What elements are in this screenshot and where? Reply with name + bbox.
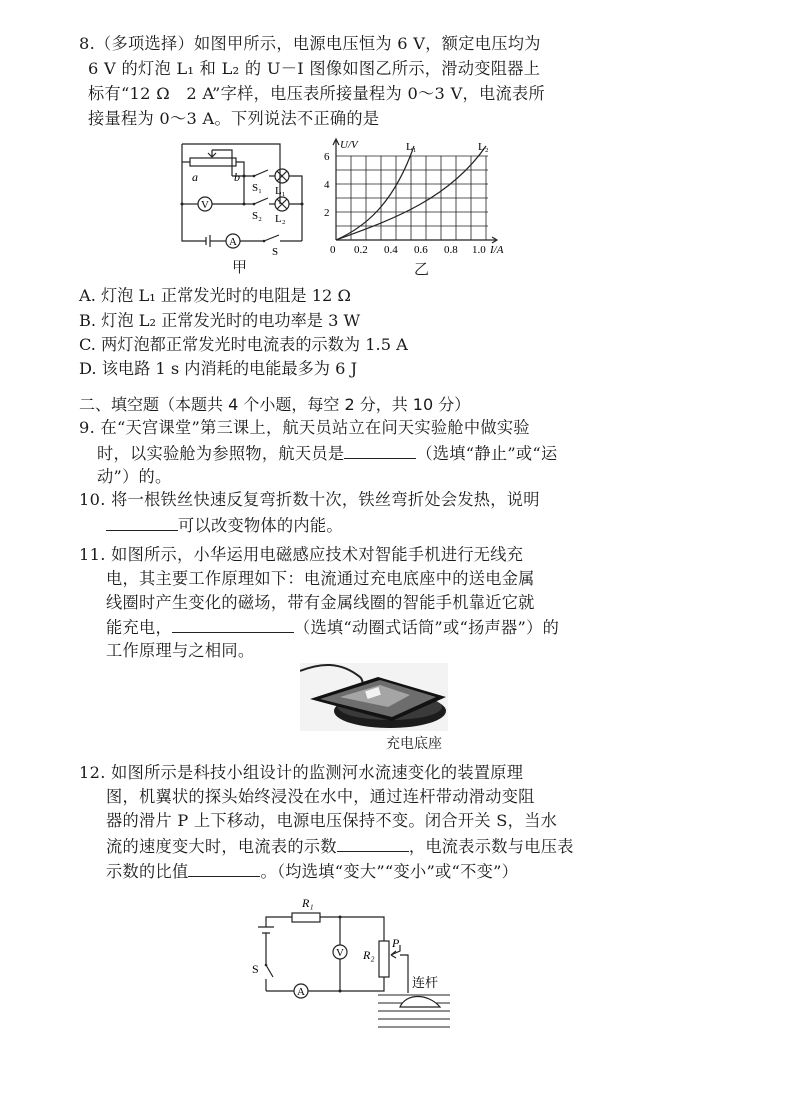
q11-line-5: 工作原理与之相同。	[106, 641, 255, 660]
switch-s2-label: S₂	[252, 210, 262, 222]
q9-line-1: 9. 在“天宫课堂”第三课上，航天员站立在问天实验舱中做实验	[79, 418, 530, 437]
q12-answer-blank-2[interactable]	[188, 860, 260, 877]
q8-option-b: B. 灯泡 L₂ 正常发光时的电功率是 3 W	[79, 311, 361, 330]
rheostat-end-b: b	[234, 170, 240, 184]
q9-line-3: 动”）的。	[97, 467, 172, 486]
q12-answer-blank-1[interactable]	[337, 835, 409, 852]
q12-line-4-text: 流的速度变大时，电流表的示数	[106, 837, 337, 856]
q11-line-3: 线圈时产生变化的磁场，带有金属线圈的智能手机靠近它就	[106, 593, 535, 612]
graph-curve-l2-label: L₂	[478, 141, 489, 153]
q10-answer-blank[interactable]	[106, 514, 178, 531]
q8-line-3: 标有“12 Ω 2 A”字样，电压表所接量程为 0～3 V，电流表所	[88, 84, 545, 103]
q8-option-d: D. 该电路 1 s 内消耗的电能最多为 6 J	[79, 359, 358, 378]
graph-xtick-0.2: 0.2	[354, 244, 368, 256]
q12-line-5-tail: 。（均选填“变大”“变小”或“不变”）	[260, 862, 519, 881]
rod-label: 连杆	[412, 975, 439, 990]
q10-line-1: 10. 将一根铁丝快速反复弯折数十次，铁丝弯折处会发热，说明	[79, 490, 540, 509]
q12-line-5-text: 示数的比值	[106, 862, 189, 881]
q12-line-4	[106, 835, 574, 858]
q12-line-2: 图，机翼状的探头始终浸没在水中，通过连杆带动滑动变阻	[106, 787, 535, 806]
voltmeter-label: V	[201, 199, 209, 211]
q8-line-4: 接量程为 0～3 A。下列说法不正确的是	[88, 109, 380, 128]
graph-x-label: I/A	[490, 244, 504, 256]
q11-line-2: 电，其主要工作原理如下：电流通过充电底座中的送电金属	[106, 569, 535, 588]
q11-line-4-text: 能充电，	[106, 618, 172, 637]
q12-line-3: 器的滑片 P 上下移动，电源电压保持不变。闭合开关 S，当水	[106, 811, 558, 830]
figure-jia-caption: 甲	[232, 258, 248, 276]
switch-s-label-q12: S	[252, 962, 259, 976]
switch-s-label: S	[272, 246, 279, 258]
ammeter-label: A	[229, 236, 237, 248]
q8-ui-graph	[318, 136, 518, 258]
q9-line-2-text: 时，以实验舱为参照物，航天员是	[97, 444, 345, 463]
q9-line-2	[97, 442, 557, 465]
q8-line-1: 8.（多项选择）如图甲所示，电源电压恒为 6 V，额定电压均为	[79, 34, 541, 53]
voltmeter-label-q12: V	[336, 947, 344, 959]
graph-xtick-0.6: 0.6	[414, 244, 428, 256]
graph-y-label: U/V	[340, 139, 358, 151]
resistor-r1-label: R₁	[302, 896, 314, 910]
q8-circuit-diagram	[172, 136, 320, 258]
q11-line-1: 11. 如图所示，小华运用电磁感应技术对智能手机进行无线充	[79, 545, 524, 564]
q12-circuit-diagram	[250, 895, 450, 1035]
graph-curve-l1-label: L₁	[406, 141, 417, 153]
lamp-l2-label: L₂	[275, 213, 286, 225]
q12-line-4-tail: ，电流表示数与电压表	[408, 837, 574, 856]
graph-xtick-0.8: 0.8	[444, 244, 458, 256]
charging-base-photo	[300, 663, 448, 731]
q10-line-2-text: 可以改变物体的内能。	[178, 516, 343, 535]
lamp-l1-label: L₁	[275, 185, 286, 197]
resistor-r2-label: R₂	[363, 948, 375, 962]
q11-line-4-tail: （选填“动圈式话筒”或“扬声器”）的	[293, 618, 560, 637]
q8-line-2: 6 V 的灯泡 L₁ 和 L₂ 的 U－I 图像如图乙所示，滑动变阻器上	[88, 59, 541, 78]
figure-yi-caption: 乙	[414, 260, 430, 278]
slider-p-label: P	[392, 936, 400, 950]
ammeter-label-q12: A	[297, 986, 305, 998]
q10-line-2	[106, 514, 343, 537]
graph-ytick-4: 4	[324, 179, 330, 191]
graph-ytick-2: 2	[324, 207, 330, 219]
switch-s1-label: S₁	[252, 182, 262, 194]
q11-answer-blank[interactable]	[172, 616, 294, 633]
graph-xtick-0.4: 0.4	[384, 244, 398, 256]
graph-xtick-1.0: 1.0	[472, 244, 486, 256]
q12-line-1: 12. 如图所示是科技小组设计的监测河水流速变化的装置原理	[79, 763, 524, 782]
q12-line-5	[106, 860, 518, 883]
q11-line-4	[106, 616, 559, 639]
section-fill-in-heading: 二、填空题（本题共 4 个小题，每空 2 分，共 10 分）	[79, 395, 471, 414]
rheostat-end-a: a	[192, 170, 198, 184]
q9-answer-blank[interactable]	[344, 442, 416, 459]
graph-ytick-6: 6	[324, 151, 330, 163]
q8-option-a: A. 灯泡 L₁ 正常发光时的电阻是 12 Ω	[79, 286, 351, 305]
q9-line-2-tail: （选填“静止”或“运	[416, 444, 558, 463]
graph-xtick-0: 0	[330, 244, 336, 256]
q8-option-c: C. 两灯泡都正常发光时电流表的示数为 1.5 A	[79, 335, 408, 354]
photo-caption: 充电底座	[386, 736, 442, 752]
